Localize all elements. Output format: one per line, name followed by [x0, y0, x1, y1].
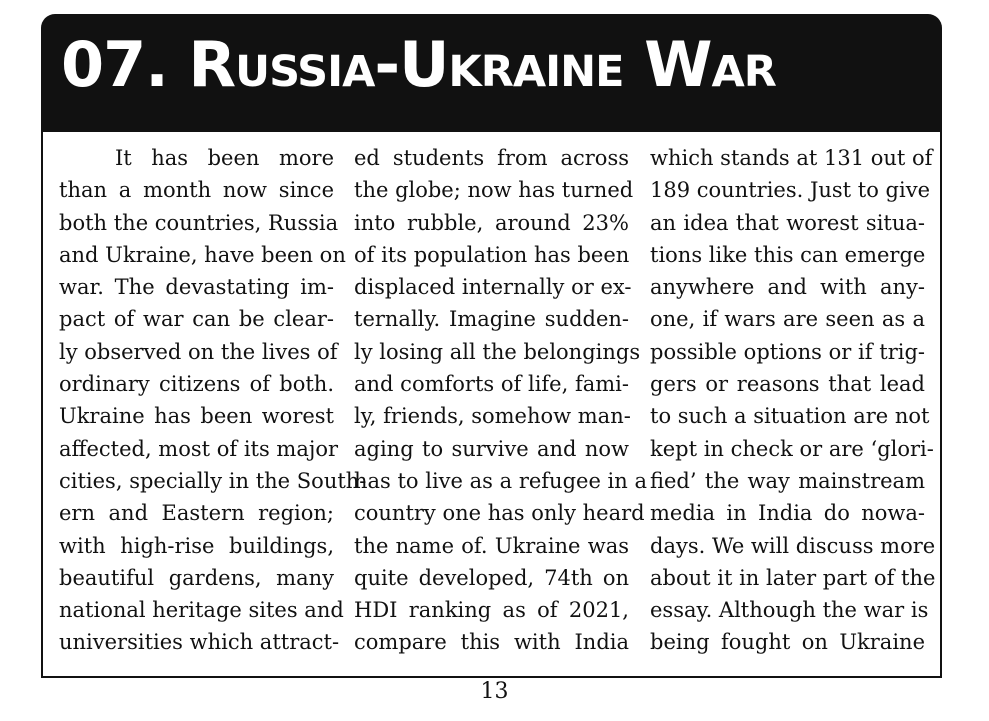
- text-line: one, if wars are seen as a: [650, 307, 925, 332]
- text-line: to such a situation are not: [650, 404, 930, 429]
- text-line: war. The devastating im-: [59, 275, 334, 300]
- chapter-header: [41, 14, 942, 132]
- text-line: an idea that worest situa-: [650, 210, 925, 235]
- text-line: with high-rise buildings,: [59, 533, 334, 558]
- text-line: Ukraine has been worest: [59, 404, 334, 429]
- article-body: [41, 132, 942, 678]
- text-line: ly observed on the lives of: [59, 339, 338, 364]
- text-line: gers or reasons that lead: [650, 372, 925, 397]
- text-line: ly losing all the belongings: [354, 339, 641, 364]
- text-line: pact of war can be clear-: [59, 307, 334, 332]
- text-line: national heritage sites and: [59, 598, 344, 623]
- text-line: media in India do nowa-: [650, 501, 925, 526]
- text-column-2: [354, 142, 647, 659]
- text-line: and Ukraine, have been on: [59, 242, 346, 267]
- text-line: tions like this can emerge: [650, 242, 926, 267]
- text-line: anywhere and with any-: [650, 275, 925, 300]
- text-line: kept in check or are ‘glori-: [650, 436, 934, 461]
- text-line: both the countries, Russia: [59, 210, 339, 235]
- text-line: It has been more: [115, 146, 334, 170]
- text-line: country one has only heard: [354, 501, 645, 526]
- text-line: ly, friends, somehow man-: [354, 404, 631, 429]
- text-column-1: [59, 142, 367, 659]
- text-column-3: [650, 142, 936, 659]
- text-line: fied’ the way mainstream: [650, 468, 925, 493]
- text-line: days. We will discuss more: [650, 533, 936, 558]
- text-line: than a month now since: [59, 178, 334, 203]
- text-line: universities which attract-: [59, 630, 340, 655]
- text-line: the globe; now has turned: [354, 178, 634, 203]
- text-line: about it in later part of the: [650, 565, 936, 590]
- text-line: being fought on Ukraine: [650, 630, 925, 655]
- text-line: ternally. Imagine sudden-: [354, 307, 629, 332]
- text-line: of its population has been: [354, 242, 630, 267]
- text-line: displaced internally or ex-: [354, 275, 632, 300]
- chapter-title: 07. Russia-Ukraine War: [61, 28, 776, 101]
- text-line: beautiful gardens, many: [59, 565, 334, 590]
- text-line: HDI ranking as of 2021,: [354, 598, 629, 623]
- text-line: ordinary citizens of both.: [59, 372, 334, 397]
- text-line: which stands at 131 out of: [650, 146, 933, 170]
- text-line: affected, most of its major: [59, 436, 339, 461]
- page-number: 13: [480, 679, 509, 704]
- text-line: cities, specially in the South-: [59, 468, 367, 493]
- text-line: 189 countries. Just to give: [650, 178, 931, 203]
- text-line: compare this with India: [354, 630, 629, 655]
- text-line: into rubble, around 23%: [354, 210, 629, 235]
- text-line: possible options or if trig-: [650, 339, 925, 364]
- text-line: quite developed, 74th on: [354, 565, 629, 590]
- text-line: ed students from across: [354, 146, 629, 170]
- text-line: has to live as a refugee in a: [354, 468, 647, 493]
- text-line: and comforts of life, fami-: [354, 372, 629, 397]
- text-line: ern and Eastern region;: [59, 501, 334, 526]
- text-line: essay. Although the war is: [650, 598, 929, 623]
- text-line: the name of. Ukraine was: [354, 533, 629, 558]
- text-line: aging to survive and now: [354, 436, 629, 461]
